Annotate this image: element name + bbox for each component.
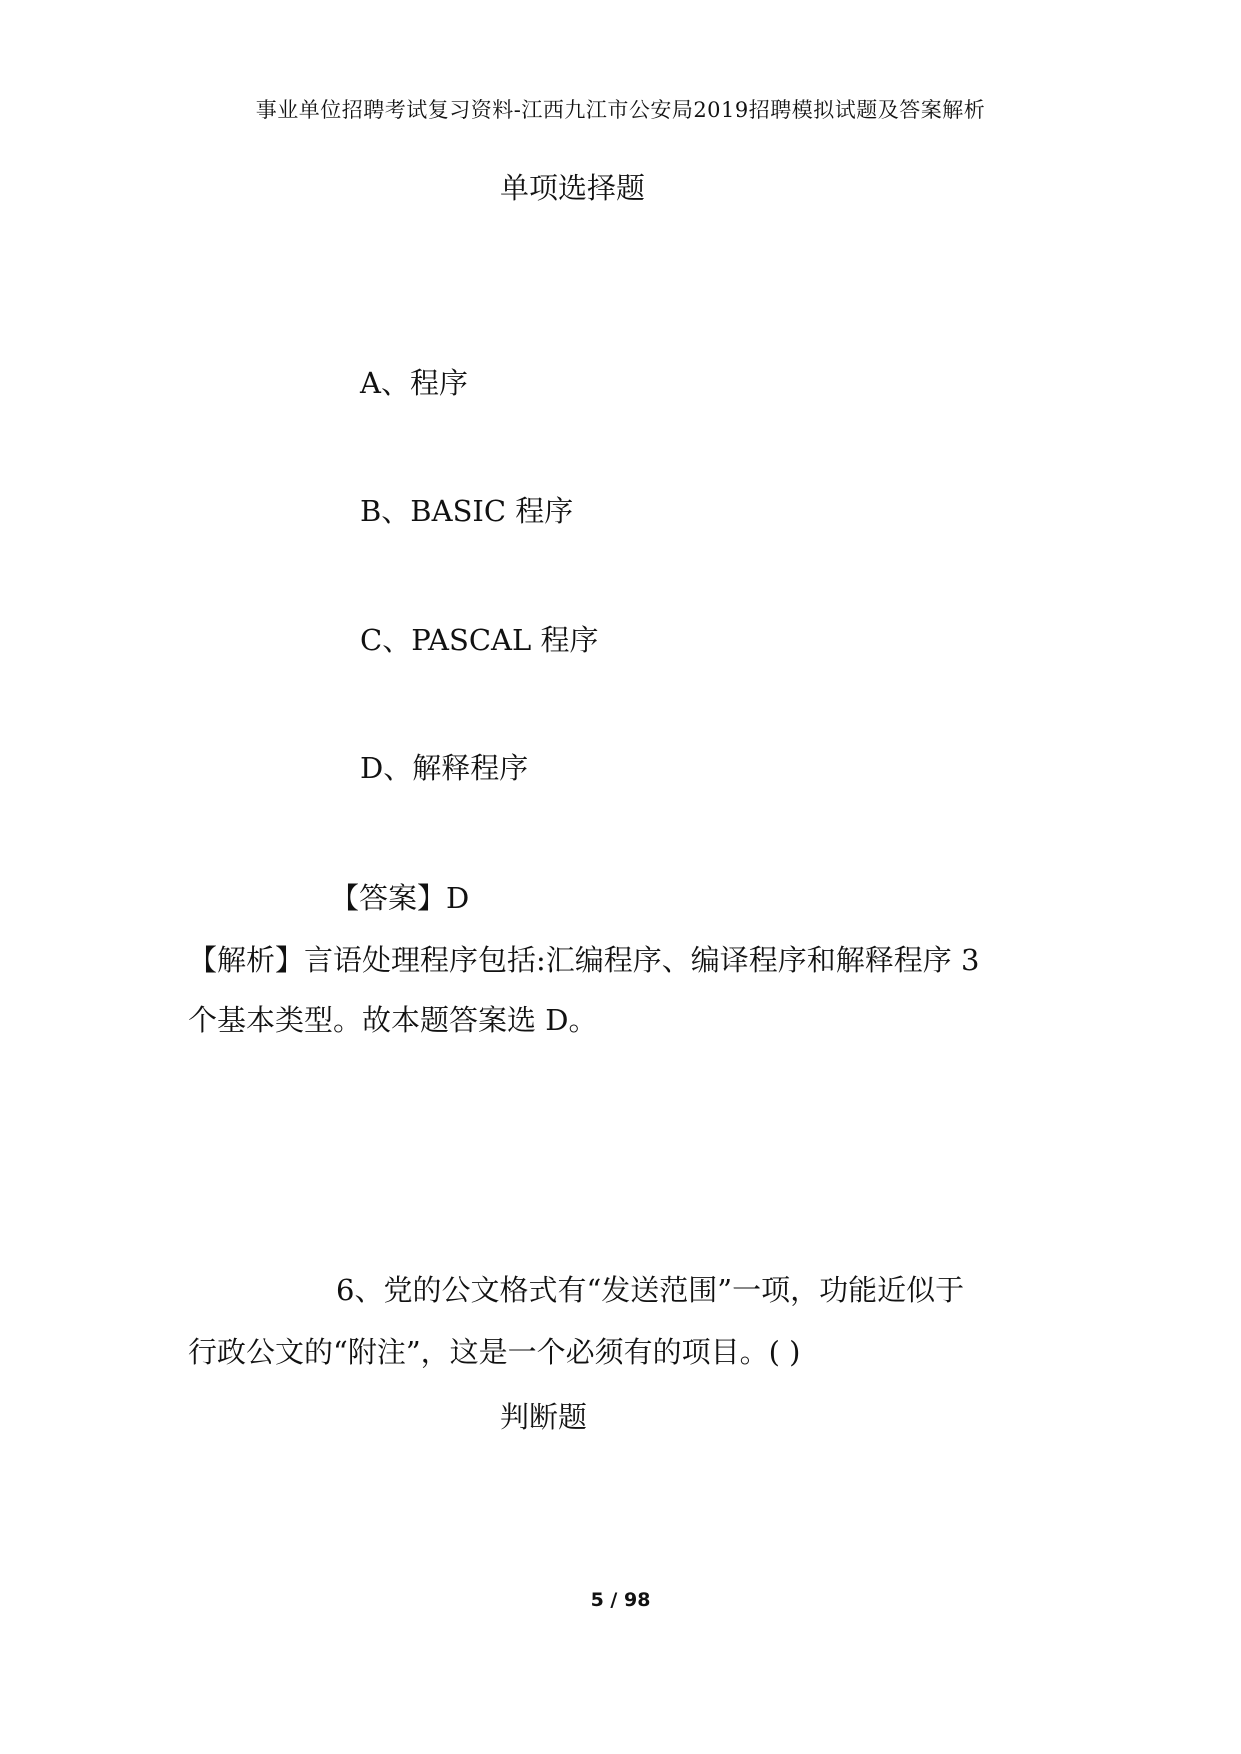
analysis-line-1: 【解析】言语处理程序包括:汇编程序、编译程序和解释程序 3: [188, 943, 980, 977]
question-type-label-2: 判断题: [500, 1400, 588, 1434]
question-6-line-1: 6、党的公文格式有“发送范围”一项，功能近似于: [336, 1273, 965, 1307]
answer-line: 【答案】D: [330, 881, 470, 915]
question-type-label: 单项选择题: [500, 171, 646, 205]
analysis-line-2: 个基本类型。故本题答案选 D。: [188, 1003, 598, 1037]
option-a: A、程序: [360, 366, 468, 400]
page-number: 5 / 98: [590, 1589, 651, 1611]
running-header: 事业单位招聘考试复习资料-江西九江市公安局2019招聘模拟试题及答案解析: [255, 98, 986, 122]
option-d: D、解释程序: [360, 751, 529, 785]
question-6-line-2: 行政公文的“附注”，这是一个必须有的项目。( ): [188, 1335, 801, 1369]
option-b: B、BASIC 程序: [360, 494, 574, 528]
option-c: C、PASCAL 程序: [360, 623, 599, 657]
